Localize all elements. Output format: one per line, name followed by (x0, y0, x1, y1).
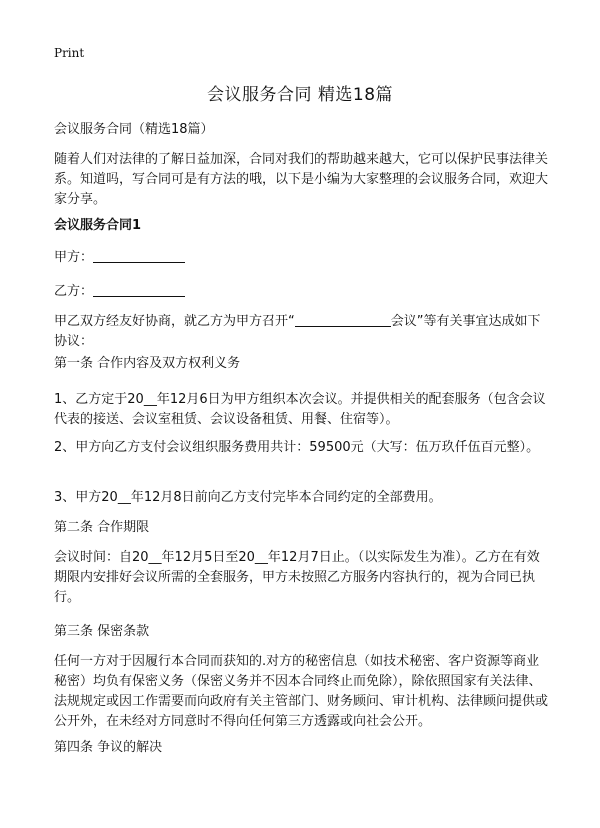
article-2-title: 第二条 合作期限 (54, 520, 150, 535)
print-label: Print (54, 46, 85, 60)
preamble (54, 312, 548, 352)
article-3-text: 任何一方对于因履行本合同而获知的.对方的秘密信息（如技术秘密、客户资源等商业秘密）均负有保密义务（保密义务并不因本合同终止而免除），除依照国家有关法律、法规规定或因工作需要而向政府有关主管部门、财务顾问、审计机构、法律顾问提供或公开外，在未经对方同意时不得向任何第三方透露或向社会公开。 (54, 654, 549, 729)
party-a-line (54, 248, 548, 268)
article-1-item-1: 1、乙方定于20__年12月6日为甲方组织本次会议。并提供相关的配套服务（包含会议代表的接送、会议室租赁、会议设备租赁、用餐、住宿等）。 (54, 392, 546, 427)
preamble-end: 会议”等有关事宜达成如下协议： (54, 314, 541, 349)
contract-heading: 会议服务合同1 (54, 218, 142, 233)
meeting-name-blank (295, 312, 391, 327)
party-a-blank (93, 248, 185, 263)
article-4-title: 第四条 争议的解决 (54, 740, 163, 755)
party-b-blank (93, 282, 185, 297)
article-1-item-2: 2、甲方向乙方支付会议组织服务费用共计：59500元（大写：伍万玖仟伍百元整）。 (54, 440, 540, 455)
party-a-label: 甲方： (54, 250, 94, 265)
article-1-title: 第一条 合作内容及双方权利义务 (54, 356, 241, 371)
preamble-start: 甲乙双方经友好协商，就乙方为甲方召开“ (54, 314, 295, 329)
subtitle: 会议服务合同（精选18篇） (54, 122, 214, 137)
intro-paragraph: 随着人们对法律的了解日益加深，合同对我们的帮助越来越大，它可以保护民事法律关系。知道吗，写合同可是有方法的哦，以下是小编为大家整理的会议服务合同，欢迎大家分享。 (54, 152, 549, 207)
party-b-label: 乙方： (54, 284, 94, 299)
party-b-line (54, 282, 548, 302)
page-title: 会议服务合同 精选18篇 (206, 85, 394, 105)
article-3-title: 第三条 保密条款 (54, 624, 150, 639)
article-1-item-3: 3、甲方20__年12月8日前向乙方支付完毕本合同约定的全部费用。 (54, 490, 442, 505)
article-2-text: 会议时间：自20__年12月5日至20__年12月7日止。（以实际发生为准）。乙方在有效期限内安排好会议所需的全套服务，甲方未按照乙方服务内容执行的，视为合同已执行。 (54, 550, 540, 605)
